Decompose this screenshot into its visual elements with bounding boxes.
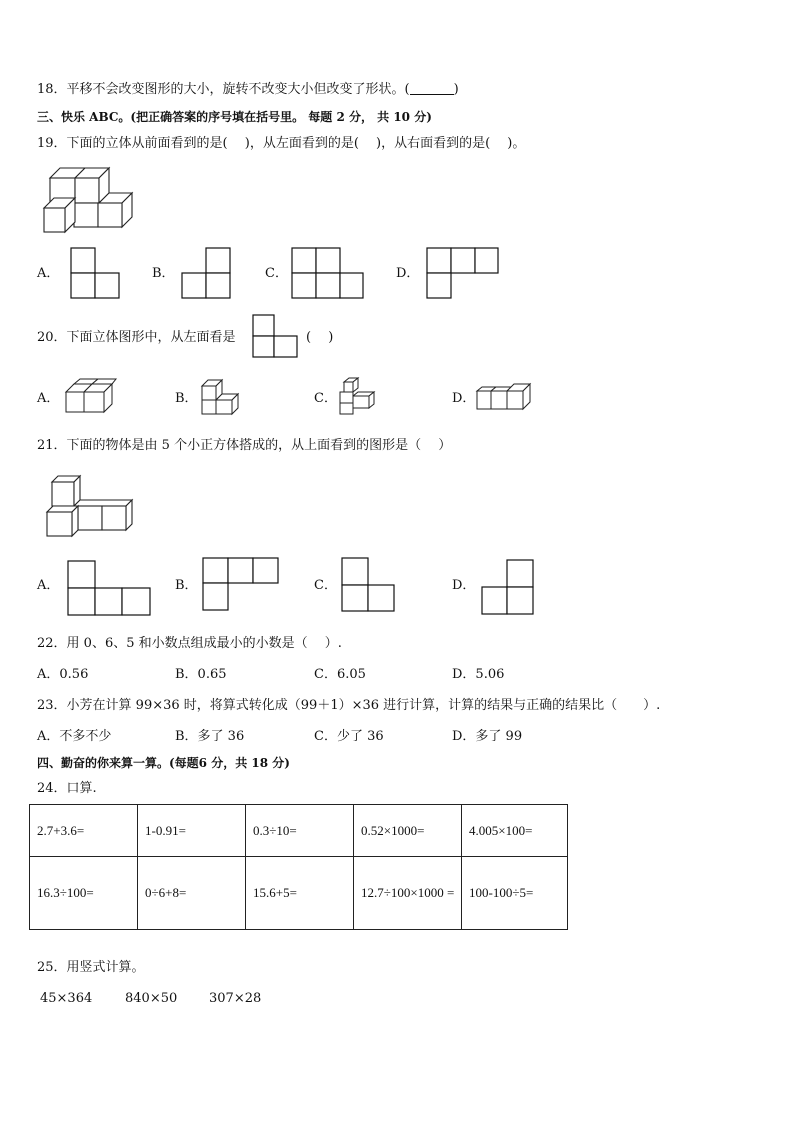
q21-option-a-label: A．: [37, 578, 60, 593]
question-25-text: 25．用竖式计算。: [37, 960, 145, 975]
vertical-calc-item: 307×28: [209, 991, 262, 1006]
question-22-text: 22．用 0、6、5 和小数点组成最小的小数是（ ）.: [37, 636, 342, 651]
q20-option-c-figure[interactable]: [336, 376, 380, 418]
q21-option-b-label: B．: [175, 578, 198, 593]
table-row: [30, 857, 568, 930]
q22-option-a[interactable]: A．0.56: [37, 667, 89, 682]
q19-option-b-label: B．: [152, 266, 175, 281]
q20-option-a-label: A．: [37, 391, 60, 406]
q20-answer-paren: ( ): [306, 330, 334, 345]
table-cell: 0.52×1000=: [354, 805, 462, 857]
q21-solid-figure: [44, 474, 136, 540]
question-18-text: 18．平移不会改变图形的大小，旋转不改变大小但改变了形状。(: [37, 82, 410, 97]
q20-option-b-figure[interactable]: [198, 378, 246, 418]
q21-option-d-figure[interactable]: [481, 559, 537, 617]
q19-option-d-figure[interactable]: [426, 247, 500, 301]
table-cell: 12.7÷100×1000 =: [354, 857, 462, 930]
question-18: 18．平移不会改变图形的大小，旋转不改变大小但改变了形状。( ): [37, 82, 459, 97]
q22-option-d[interactable]: D．5.06: [452, 667, 505, 682]
q19-option-d-label: D．: [396, 266, 420, 281]
question-23-text: 23．小芳在计算 99×36 时，将算式转化成（99＋1）×36 进行计算，计算的结果与正确的结果比（ ）.: [37, 698, 661, 713]
q20-option-c-label: C．: [314, 391, 337, 406]
q19-option-b-figure[interactable]: [181, 247, 233, 301]
section-4-title: 四、勤奋的你来算一算。(每题6 分，共 18 分): [37, 756, 290, 770]
section-3-title: 三、快乐 ABC。(把正确答案的序号填在括号里。 每题 2 分， 共 10 分): [37, 110, 432, 124]
table-cell: 2.7+3.6=: [30, 805, 138, 857]
vertical-calc-item: 45×364: [40, 991, 93, 1006]
question-20-text: 20．下面立体图形中，从左面看是: [37, 330, 236, 345]
q19-option-c-figure[interactable]: [291, 247, 365, 301]
q23-option-d[interactable]: D．多了 99: [452, 729, 523, 744]
q23-option-b[interactable]: B．多了 36: [175, 729, 245, 744]
q21-option-a-figure[interactable]: [67, 560, 153, 616]
q21-option-c-label: C．: [314, 578, 337, 593]
table-cell: 0÷6+8=: [138, 857, 246, 930]
q21-option-b-figure[interactable]: [202, 557, 282, 613]
mental-math-table: [29, 804, 568, 930]
q21-option-d-label: D．: [452, 578, 476, 593]
table-cell: 16.3÷100=: [30, 857, 138, 930]
q19-option-a-label: A．: [37, 266, 60, 281]
answer-blank: [410, 82, 454, 95]
question-21-text: 21．下面的物体是由 5 个小正方体搭成的，从上面看到的图形是（ ）: [37, 438, 452, 453]
vertical-calc-item: 840×50: [125, 991, 178, 1006]
q22-option-b[interactable]: B．0.65: [175, 667, 227, 682]
q19-option-c-label: C．: [265, 266, 288, 281]
table-cell: 0.3÷10=: [246, 805, 354, 857]
q20-option-d-label: D．: [452, 391, 476, 406]
table-row: [30, 805, 568, 857]
q21-option-c-figure[interactable]: [341, 557, 397, 613]
q20-option-b-label: B．: [175, 391, 198, 406]
question-19-text: 19．下面的立体从前面看到的是( )，从左面看到的是( )，从右面看到的是( )。: [37, 136, 526, 151]
q19-solid-figure: [40, 165, 135, 235]
q20-option-a-figure[interactable]: [62, 378, 118, 416]
table-cell: 4.005×100=: [462, 805, 568, 857]
q20-option-d-figure[interactable]: [474, 381, 534, 413]
table-cell: 1-0.91=: [138, 805, 246, 857]
q22-option-c[interactable]: C．6.05: [314, 667, 366, 682]
q20-reference-figure: [252, 314, 300, 360]
q19-option-a-figure[interactable]: [70, 247, 122, 301]
table-cell: 100-100÷5=: [462, 857, 568, 930]
table-cell: 15.6+5=: [246, 857, 354, 930]
q23-option-a[interactable]: A．不多不少: [37, 729, 112, 744]
q23-option-c[interactable]: C．少了 36: [314, 729, 384, 744]
question-24-text: 24．口算.: [37, 781, 97, 796]
